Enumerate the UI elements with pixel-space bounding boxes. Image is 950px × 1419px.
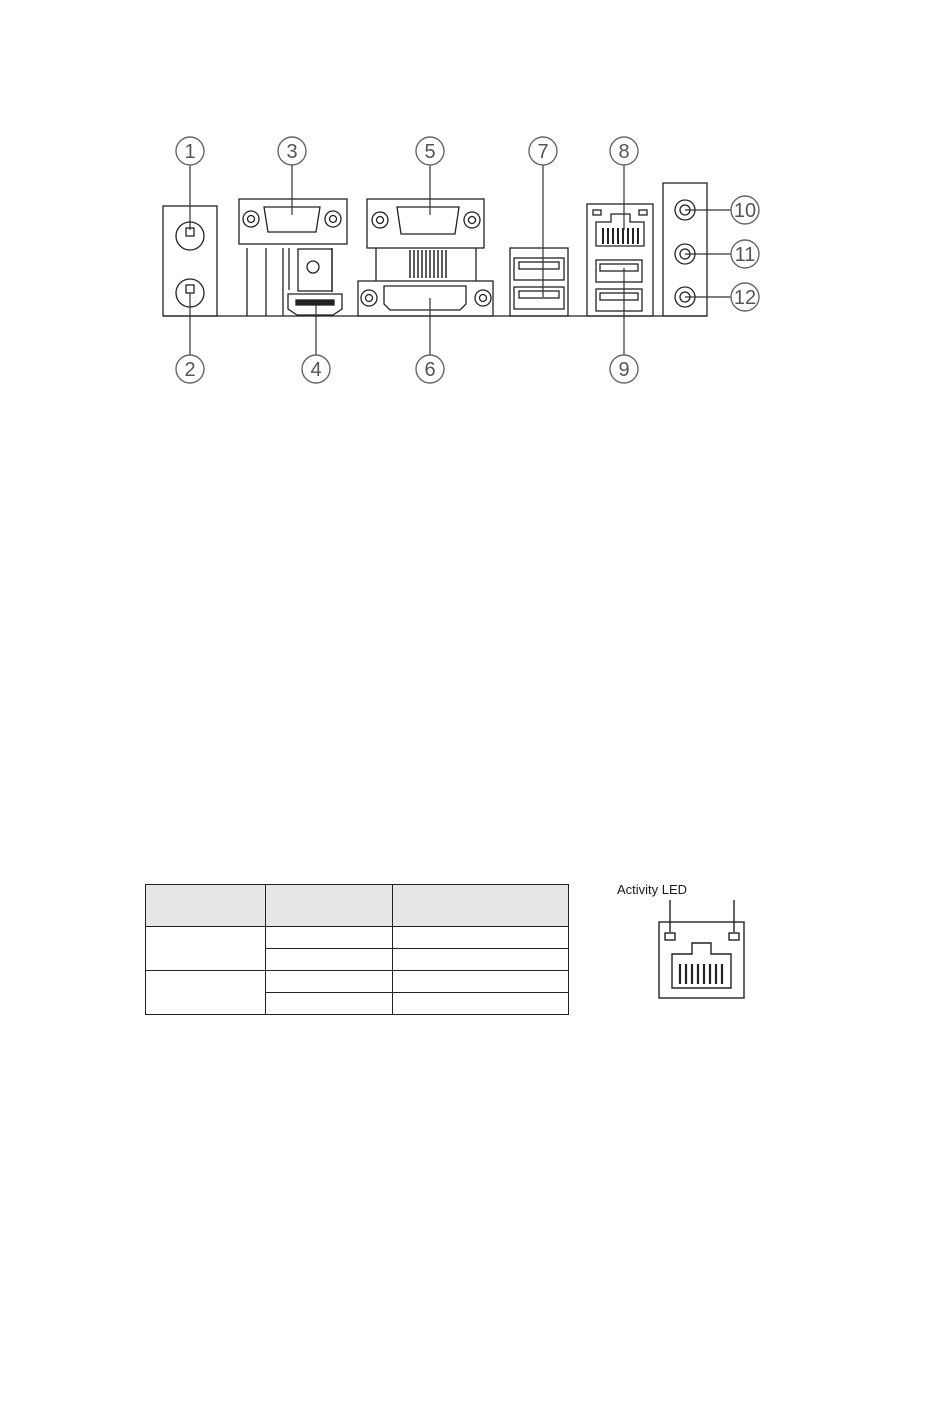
table-cell (266, 949, 393, 971)
table-cell (146, 927, 266, 971)
back-panel-diagram (0, 0, 950, 420)
table-cell (393, 949, 569, 971)
table-cell (266, 927, 393, 949)
activity-led-indicator (665, 933, 675, 940)
callout-2: 2 (184, 359, 196, 381)
table-cell (266, 971, 393, 993)
table-cell (266, 993, 393, 1015)
callout-5: 5 (424, 141, 436, 163)
table-cell (146, 971, 266, 1015)
link-led-indicator (729, 933, 739, 940)
callout-3: 3 (286, 141, 298, 163)
table-row (146, 971, 569, 993)
callout-9: 9 (618, 359, 630, 381)
table-header-cell (393, 885, 569, 927)
callout-10: 10 (733, 200, 757, 222)
callout-12: 12 (733, 287, 757, 309)
table-row (146, 927, 569, 949)
vga-port (397, 207, 459, 234)
table-header-cell (266, 885, 393, 927)
callout-6: 6 (424, 359, 436, 381)
callout-1: 1 (184, 141, 196, 163)
callout-7: 7 (537, 141, 549, 163)
table-header-cell (146, 885, 266, 927)
table-cell (393, 927, 569, 949)
table-cell (393, 993, 569, 1015)
callout-4: 4 (310, 359, 322, 381)
activity-led-label: Activity LED (617, 882, 688, 897)
callout-8: 8 (618, 141, 630, 163)
callout-11: 11 (734, 244, 756, 266)
dvi-port (384, 286, 466, 310)
rj45-led-diagram (600, 898, 760, 1008)
led-status-table (145, 884, 569, 1015)
table-cell (393, 971, 569, 993)
